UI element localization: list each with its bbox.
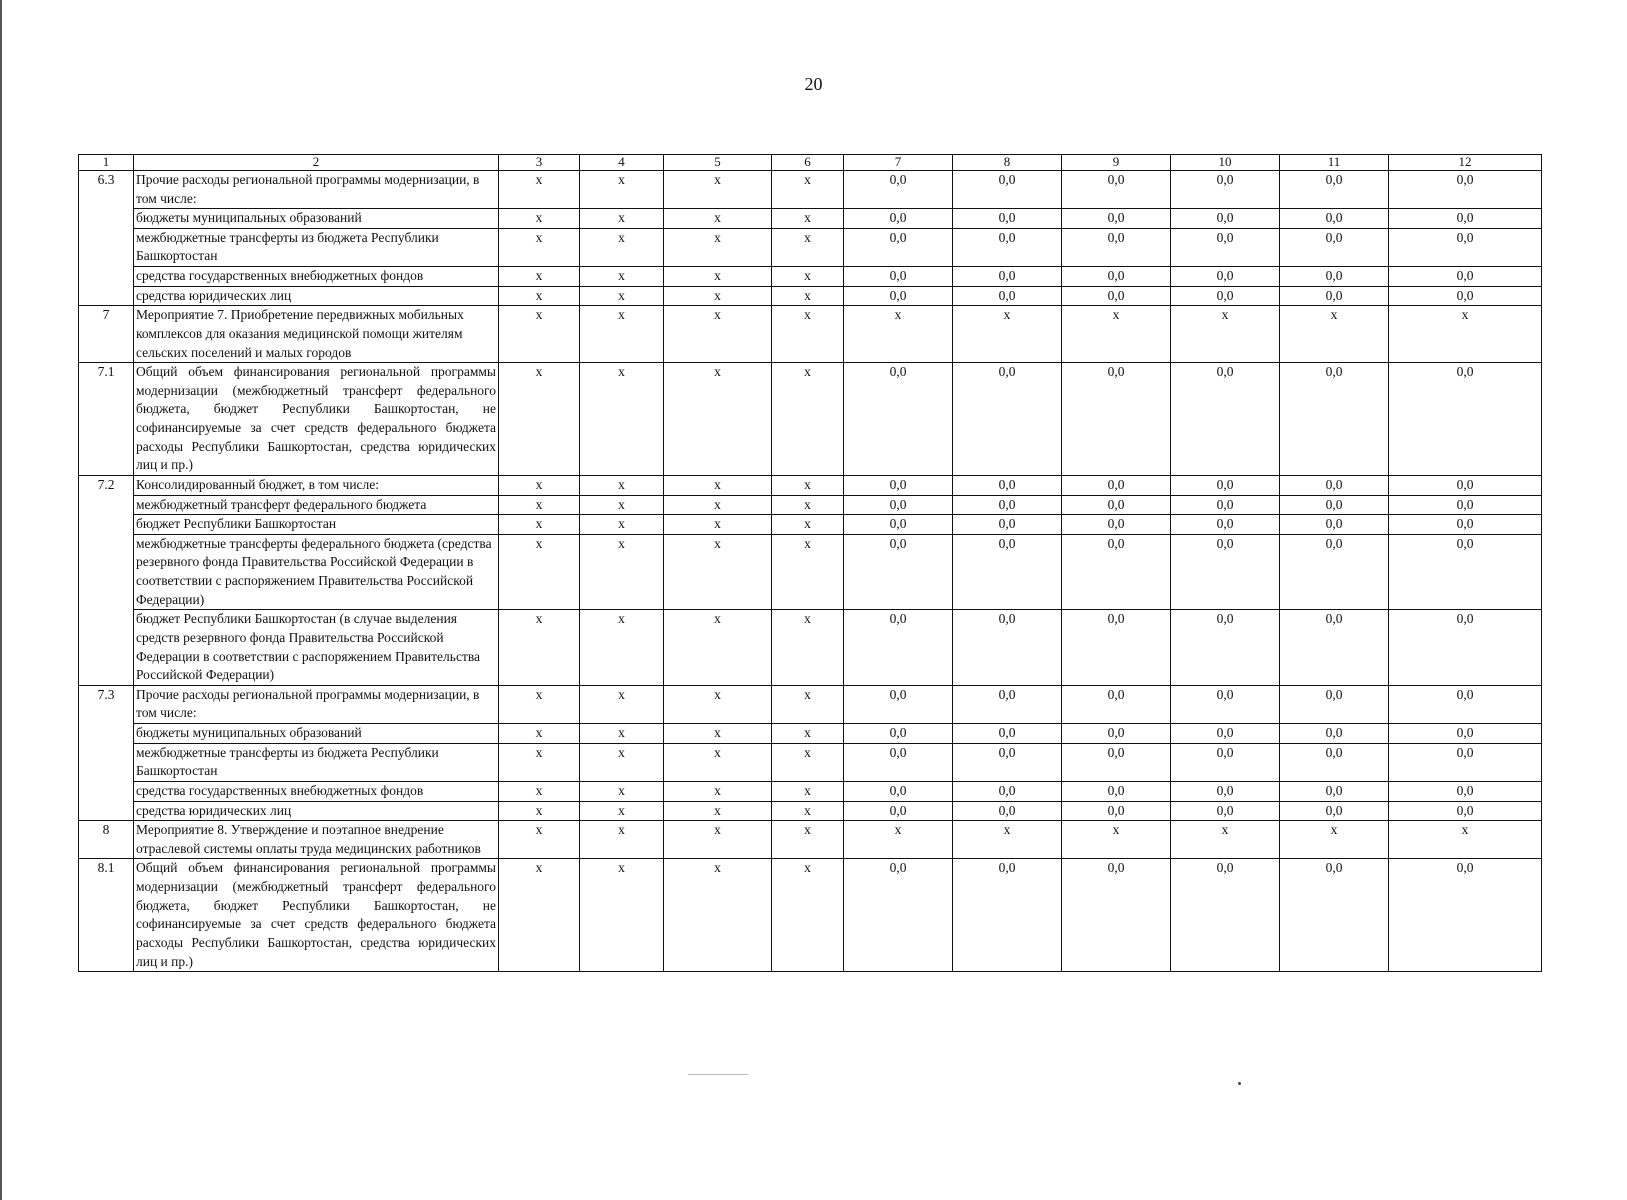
value-cell: х [772,859,844,972]
row-name: Мероприятие 8. Утверждение и поэтапное внедрение отраслевой системы оплаты труда медицинских работников [134,821,499,859]
value-cell: 0,0 [1389,475,1542,495]
value-cell: х [664,267,772,287]
value-cell: х [580,495,664,515]
value-cell: 0,0 [1062,781,1171,801]
value-cell: х [1062,306,1171,363]
value-cell: х [664,209,772,229]
value-cell: 0,0 [1062,286,1171,306]
value-cell: 0,0 [844,859,953,972]
value-cell: 0,0 [1062,475,1171,495]
value-cell: х [664,286,772,306]
value-cell: х [772,170,844,208]
value-cell: 0,0 [1389,495,1542,515]
value-cell: х [664,475,772,495]
value-cell: 0,0 [1389,610,1542,686]
value-cell: 0,0 [1280,743,1389,781]
value-cell: х [953,306,1062,363]
value-cell: 0,0 [953,743,1062,781]
column-number: 11 [1280,155,1389,171]
value-cell: 0,0 [1171,743,1280,781]
value-cell: х [499,685,580,723]
table-row [79,781,1542,801]
value-cell: 0,0 [953,685,1062,723]
value-cell: 0,0 [1062,495,1171,515]
value-cell: х [664,859,772,972]
value-cell: 0,0 [1280,515,1389,535]
value-cell: х [580,610,664,686]
value-cell: х [772,610,844,686]
row-number: 7.1 [79,363,134,476]
value-cell: х [772,821,844,859]
table-row [79,209,1542,229]
value-cell: 0,0 [1280,228,1389,266]
value-cell: х [772,495,844,515]
table-row [79,286,1542,306]
value-cell: х [499,209,580,229]
row-name: средства государственных внебюджетных фондов [134,781,499,801]
column-number: 2 [134,155,499,171]
value-cell: 0,0 [844,534,953,610]
value-cell: 0,0 [953,286,1062,306]
value-cell: 0,0 [953,534,1062,610]
table-row [79,170,1542,208]
value-cell: х [772,781,844,801]
row-name: межбюджетные трансферты из бюджета Республики Башкортостан [134,228,499,266]
value-cell: 0,0 [1171,801,1280,821]
value-cell: 0,0 [953,228,1062,266]
value-cell: х [772,209,844,229]
value-cell: 0,0 [1280,801,1389,821]
value-cell: 0,0 [844,363,953,476]
value-cell: х [664,363,772,476]
value-cell: х [664,228,772,266]
value-cell: 0,0 [953,475,1062,495]
value-cell: 0,0 [1062,170,1171,208]
value-cell: х [499,267,580,287]
value-cell: х [580,534,664,610]
value-cell: 0,0 [1389,685,1542,723]
value-cell: 0,0 [1389,515,1542,535]
value-cell: х [580,209,664,229]
value-cell: х [580,267,664,287]
table-row [79,228,1542,266]
value-cell: х [499,781,580,801]
value-cell: 0,0 [1280,724,1389,744]
value-cell: 0,0 [1280,475,1389,495]
value-cell: х [499,743,580,781]
value-cell: 0,0 [1171,515,1280,535]
value-cell: х [499,610,580,686]
value-cell: х [772,475,844,495]
row-number: 7.2 [79,475,134,685]
value-cell: 0,0 [953,495,1062,515]
value-cell: 0,0 [844,743,953,781]
value-cell: х [580,859,664,972]
value-cell: 0,0 [1062,859,1171,972]
value-cell: х [580,475,664,495]
value-cell: х [772,515,844,535]
value-cell: х [772,363,844,476]
value-cell: 0,0 [844,495,953,515]
value-cell: х [1062,821,1171,859]
value-cell: 0,0 [1171,685,1280,723]
value-cell: 0,0 [844,515,953,535]
row-name: средства юридических лиц [134,801,499,821]
financing-table [78,154,1542,972]
value-cell: 0,0 [1171,495,1280,515]
page-number: 20 [804,74,823,94]
value-cell: 0,0 [1389,228,1542,266]
row-name: Общий объем финансирования региональной программы модернизации (межбюджетный трансферт федерального бюджета, бюджет Республики Башкортостан, не софинансируемые за счет средств федерального бюджета расходы Республики Башкортостан, средства юридических лиц и пр.) [134,859,499,972]
value-cell: 0,0 [1389,267,1542,287]
column-number: 7 [844,155,953,171]
value-cell: х [580,743,664,781]
value-cell: х [664,534,772,610]
value-cell: х [580,801,664,821]
value-cell: х [580,821,664,859]
value-cell: х [499,286,580,306]
value-cell: 0,0 [1280,685,1389,723]
value-cell: 0,0 [844,610,953,686]
column-number: 1 [79,155,134,171]
value-cell: 0,0 [1280,286,1389,306]
value-cell: 0,0 [1171,475,1280,495]
value-cell: х [499,515,580,535]
value-cell: 0,0 [1389,170,1542,208]
value-cell: 0,0 [953,170,1062,208]
value-cell: 0,0 [1389,743,1542,781]
table-row [79,610,1542,686]
column-number-row [79,155,1542,171]
value-cell: 0,0 [1171,781,1280,801]
value-cell: х [580,781,664,801]
value-cell: х [664,170,772,208]
value-cell: 0,0 [1280,859,1389,972]
value-cell: 0,0 [1171,724,1280,744]
value-cell: 0,0 [1171,610,1280,686]
value-cell: х [499,306,580,363]
value-cell: х [499,821,580,859]
value-cell: 0,0 [1062,685,1171,723]
value-cell: 0,0 [1280,363,1389,476]
value-cell: 0,0 [1389,859,1542,972]
scan-left-edge [0,0,2,1200]
value-cell: 0,0 [1280,534,1389,610]
value-cell: 0,0 [1062,363,1171,476]
value-cell: 0,0 [1389,801,1542,821]
scan-artifact-line [688,1074,748,1075]
value-cell: 0,0 [1171,228,1280,266]
value-cell: 0,0 [1280,170,1389,208]
value-cell: х [580,286,664,306]
row-number: 6.3 [79,170,134,305]
value-cell: х [499,475,580,495]
row-name: Прочие расходы региональной программы модернизации, в том числе: [134,170,499,208]
column-number: 5 [664,155,772,171]
column-number: 10 [1171,155,1280,171]
value-cell: 0,0 [1171,859,1280,972]
value-cell: 0,0 [1062,534,1171,610]
value-cell: х [664,724,772,744]
value-cell: х [580,515,664,535]
column-number: 8 [953,155,1062,171]
value-cell: 0,0 [1171,267,1280,287]
value-cell: 0,0 [1280,267,1389,287]
value-cell: 0,0 [1280,781,1389,801]
value-cell: х [844,306,953,363]
row-name: Мероприятие 7. Приобретение передвижных мобильных комплексов для оказания медицинской помощи жителям сельских поселений и малых городов [134,306,499,363]
value-cell: х [664,495,772,515]
row-number: 7 [79,306,134,363]
row-name: Прочие расходы региональной программы модернизации, в том числе: [134,685,499,723]
value-cell: 0,0 [1389,781,1542,801]
row-name: средства юридических лиц [134,286,499,306]
value-cell: 0,0 [1171,363,1280,476]
value-cell: 0,0 [1062,724,1171,744]
table-row [79,534,1542,610]
value-cell: х [1171,821,1280,859]
value-cell: 0,0 [953,363,1062,476]
value-cell: 0,0 [844,228,953,266]
value-cell: 0,0 [844,801,953,821]
value-cell: 0,0 [1389,534,1542,610]
value-cell: 0,0 [1171,170,1280,208]
value-cell: х [580,685,664,723]
value-cell: 0,0 [844,286,953,306]
value-cell: х [664,306,772,363]
value-cell: 0,0 [1171,534,1280,610]
value-cell: х [1389,821,1542,859]
value-cell: 0,0 [1062,743,1171,781]
value-cell: 0,0 [953,267,1062,287]
value-cell: 0,0 [1280,495,1389,515]
table-row [79,801,1542,821]
value-cell: х [664,781,772,801]
value-cell: х [499,363,580,476]
table-row [79,475,1542,495]
value-cell: х [953,821,1062,859]
value-cell: 0,0 [1062,228,1171,266]
table-row [79,363,1542,476]
value-cell: 0,0 [1280,209,1389,229]
value-cell: 0,0 [1062,267,1171,287]
row-name: бюджет Республики Башкортостан (в случае выделения средств резервного фонда Правительства Российской Федерации в соответствии с распоряжением Правительства Российской Федерации) [134,610,499,686]
value-cell: х [499,801,580,821]
row-name: бюджет Республики Башкортостан [134,515,499,535]
row-name: бюджеты муниципальных образований [134,209,499,229]
value-cell: х [772,724,844,744]
row-name: межбюджетные трансферты из бюджета Республики Башкортостан [134,743,499,781]
value-cell: 0,0 [1389,209,1542,229]
value-cell: х [664,821,772,859]
value-cell: х [1171,306,1280,363]
value-cell: 0,0 [1389,724,1542,744]
value-cell: 0,0 [844,267,953,287]
value-cell: 0,0 [953,801,1062,821]
value-cell: 0,0 [844,475,953,495]
value-cell: х [1389,306,1542,363]
scan-artifact-dot [1238,1082,1241,1085]
value-cell: х [499,170,580,208]
value-cell: х [772,267,844,287]
value-cell: 0,0 [1062,801,1171,821]
value-cell: 0,0 [844,170,953,208]
value-cell: 0,0 [844,209,953,229]
value-cell: х [664,515,772,535]
value-cell: х [499,534,580,610]
value-cell: 0,0 [953,724,1062,744]
value-cell: х [580,306,664,363]
value-cell: 0,0 [1062,515,1171,535]
table-row [79,685,1542,723]
row-name: средства государственных внебюджетных фондов [134,267,499,287]
value-cell: 0,0 [844,685,953,723]
table-row [79,821,1542,859]
value-cell: х [772,534,844,610]
value-cell: 0,0 [1171,286,1280,306]
value-cell: 0,0 [953,515,1062,535]
row-number: 7.3 [79,685,134,820]
row-name: межбюджетные трансферты федерального бюджета (средства резервного фонда Правительства Российской Федерации в соответствии с распоряжением Правительства Российской Федерации) [134,534,499,610]
table-row [79,743,1542,781]
value-cell: х [580,170,664,208]
value-cell: 0,0 [953,610,1062,686]
value-cell: 0,0 [1280,610,1389,686]
value-cell: 0,0 [1062,610,1171,686]
value-cell: 0,0 [1171,209,1280,229]
value-cell: х [772,228,844,266]
table-row [79,267,1542,287]
column-number: 9 [1062,155,1171,171]
row-name: Консолидированный бюджет, в том числе: [134,475,499,495]
value-cell: х [664,610,772,686]
value-cell: х [580,363,664,476]
value-cell: 0,0 [953,781,1062,801]
value-cell: х [499,495,580,515]
value-cell: 0,0 [953,209,1062,229]
value-cell: 0,0 [844,781,953,801]
value-cell: х [1280,306,1389,363]
table-row [79,724,1542,744]
value-cell: х [772,286,844,306]
value-cell: х [499,724,580,744]
value-cell: 0,0 [844,724,953,744]
value-cell: х [664,685,772,723]
table-row [79,306,1542,363]
value-cell: х [772,743,844,781]
value-cell: х [772,685,844,723]
value-cell: х [580,228,664,266]
value-cell: х [772,306,844,363]
value-cell: х [772,801,844,821]
value-cell: х [1280,821,1389,859]
column-number: 4 [580,155,664,171]
value-cell: 0,0 [1062,209,1171,229]
value-cell: х [664,743,772,781]
value-cell: х [499,859,580,972]
table-row [79,515,1542,535]
value-cell: 0,0 [953,859,1062,972]
row-number: 8 [79,821,134,859]
value-cell: 0,0 [1389,286,1542,306]
value-cell: х [580,724,664,744]
value-cell: х [844,821,953,859]
row-name: бюджеты муниципальных образований [134,724,499,744]
row-name: межбюджетный трансферт федерального бюджета [134,495,499,515]
value-cell: 0,0 [1389,363,1542,476]
column-number: 6 [772,155,844,171]
row-name: Общий объем финансирования региональной программы модернизации (межбюджетный трансферт федерального бюджета, бюджет Республики Башкортостан, не софинансируемые за счет средств федерального бюджета расходы Республики Башкортостан, средства юридических лиц и пр.) [134,363,499,476]
value-cell: х [664,801,772,821]
column-number: 3 [499,155,580,171]
column-number: 12 [1389,155,1542,171]
value-cell: х [499,228,580,266]
row-number: 8.1 [79,859,134,972]
table-row [79,859,1542,972]
table-row [79,495,1542,515]
